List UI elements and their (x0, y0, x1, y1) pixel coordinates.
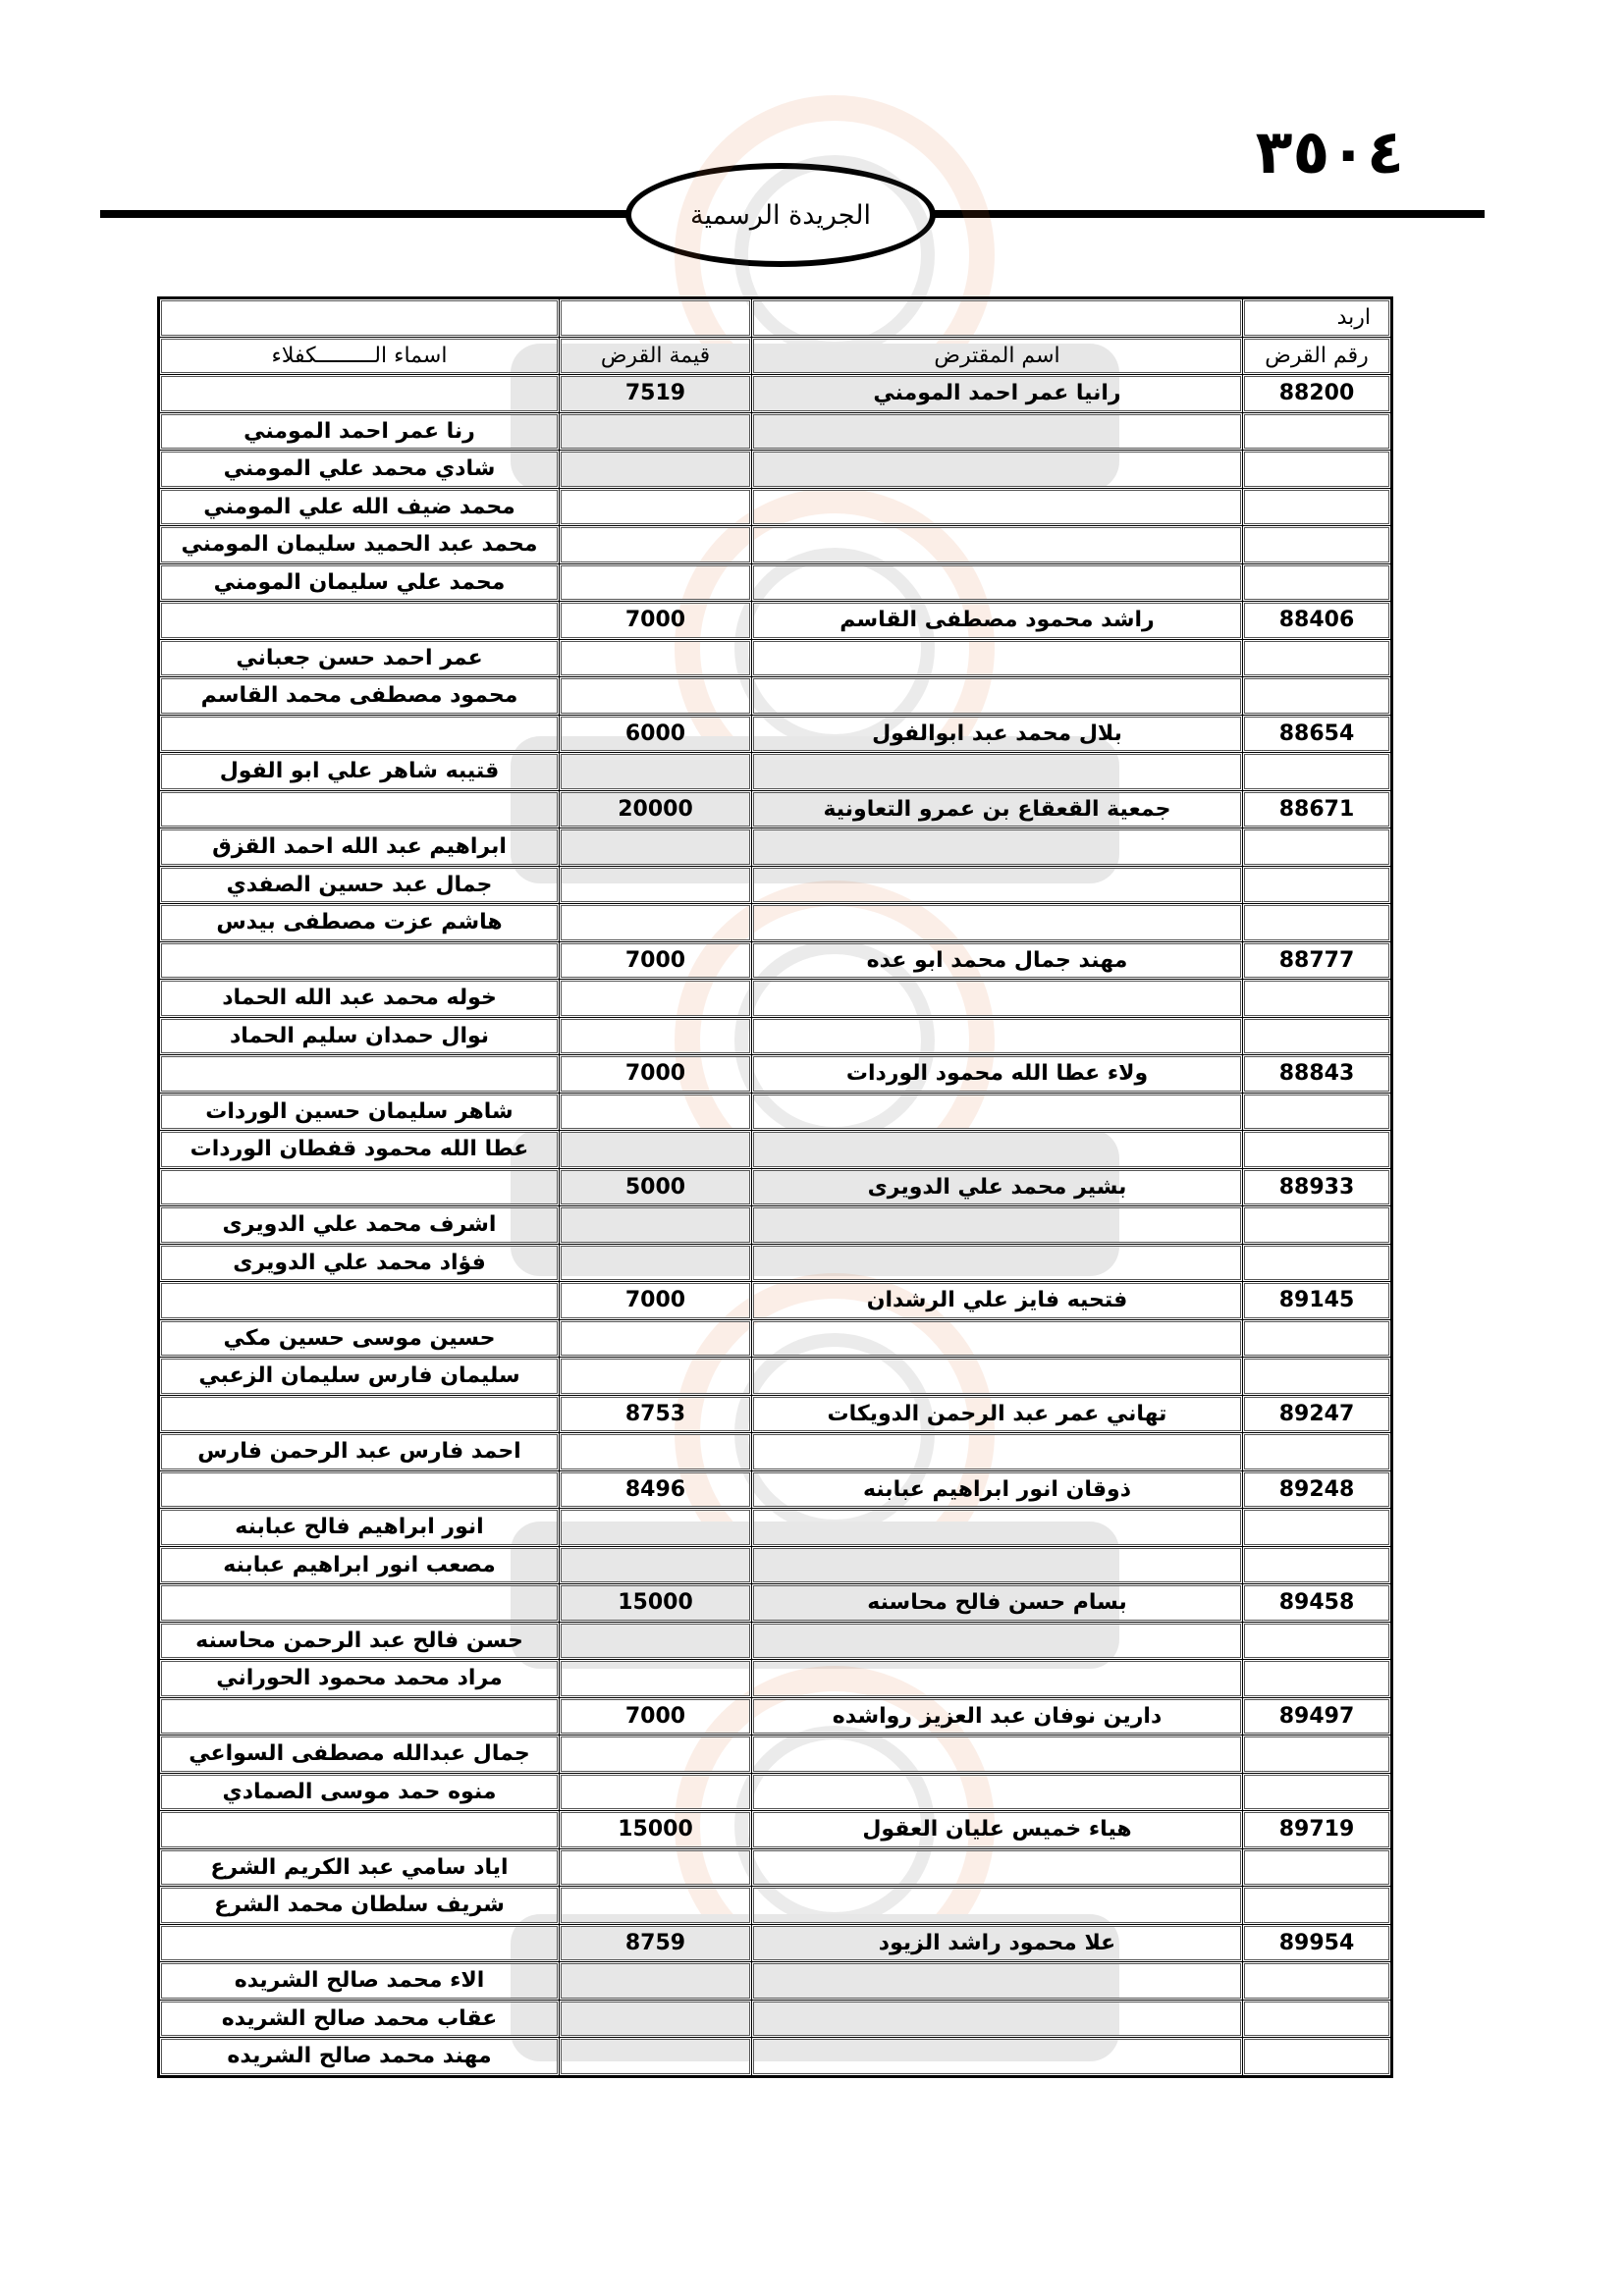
loan-row (159, 1395, 1392, 1433)
empty-cell (560, 1244, 752, 1282)
empty-cell (752, 1546, 1243, 1584)
empty-cell (1243, 1887, 1392, 1925)
empty-cell (1243, 1622, 1392, 1660)
empty-cell (159, 790, 560, 828)
guarantor-name: نوال حمدان سليم الحماد (159, 1017, 560, 1055)
guarantor-row (159, 904, 1392, 942)
empty-cell (1243, 2038, 1392, 2077)
empty-cell (560, 1206, 752, 1245)
empty-cell (560, 2000, 752, 2038)
loan-row (159, 941, 1392, 980)
empty-cell (752, 1660, 1243, 1698)
borrower-name: علا محمود راشد الزيود (752, 1924, 1243, 1962)
borrower-name: رانيا عمر احمد المومني (752, 375, 1243, 413)
loan-number: 89248 (1243, 1470, 1392, 1509)
borrower-name: راشد محمود مصطفى القاسم (752, 602, 1243, 640)
loans-table-body (159, 298, 1392, 2077)
loan-row (159, 1470, 1392, 1509)
guarantor-name: حسن فالح عبد الرحمن محاسنه (159, 1622, 560, 1660)
guarantor-row (159, 1131, 1392, 1169)
empty-cell (1243, 1319, 1392, 1358)
loan-row (159, 715, 1392, 753)
empty-cell (159, 1924, 560, 1962)
empty-cell (560, 1433, 752, 1471)
empty-cell (560, 1509, 752, 1547)
empty-cell (752, 1622, 1243, 1660)
empty-cell (1243, 904, 1392, 942)
loan-number: 88933 (1243, 1168, 1392, 1206)
empty-cell (1243, 980, 1392, 1018)
header-borrower: اسم المقترض (752, 337, 1243, 375)
empty-cell (560, 298, 752, 338)
loan-row (159, 1584, 1392, 1623)
empty-cell (560, 1319, 752, 1358)
loan-row (159, 1924, 1392, 1962)
guarantor-name: رنا عمر احمد المومني (159, 412, 560, 451)
loan-amount: 5000 (560, 1168, 752, 1206)
borrower-name: تهاني عمر عبد الرحمن الدويكات (752, 1395, 1243, 1433)
empty-cell (159, 1282, 560, 1320)
empty-cell (752, 866, 1243, 904)
guarantor-row (159, 639, 1392, 677)
loan-number: 89719 (1243, 1811, 1392, 1849)
loan-number: 89954 (1243, 1924, 1392, 1962)
empty-cell (1243, 1848, 1392, 1887)
guarantor-row (159, 1206, 1392, 1245)
borrower-name: ذوقان انور ابراهيم عبابنه (752, 1470, 1243, 1509)
guarantor-name: جمال عبد حسين الصفدي (159, 866, 560, 904)
empty-cell (752, 451, 1243, 489)
empty-cell (752, 2038, 1243, 2077)
loan-number: 88843 (1243, 1055, 1392, 1094)
guarantor-name: محمود مصطفى محمد القاسم (159, 677, 560, 716)
empty-cell (159, 1470, 560, 1509)
guarantor-row (159, 1848, 1392, 1887)
page-number: ٣٥٠٤ (1255, 116, 1404, 187)
empty-cell (1243, 1546, 1392, 1584)
loan-row (159, 1168, 1392, 1206)
loan-amount: 8753 (560, 1395, 752, 1433)
guarantor-name: ابراهيم عبد الله احمد القزق (159, 828, 560, 867)
guarantor-name: فؤاد محمد علي الدويرى (159, 1244, 560, 1282)
loan-amount: 8759 (560, 1924, 752, 1962)
loan-amount: 20000 (560, 790, 752, 828)
empty-cell (752, 1509, 1243, 1547)
empty-cell (159, 941, 560, 980)
loan-amount: 8496 (560, 1470, 752, 1509)
empty-cell (560, 488, 752, 526)
empty-cell (1243, 1509, 1392, 1547)
borrower-name: بلال محمد عبد ابوالفول (752, 715, 1243, 753)
empty-cell (560, 526, 752, 564)
empty-cell (560, 904, 752, 942)
empty-cell (560, 1546, 752, 1584)
empty-cell (752, 563, 1243, 602)
guarantor-row (159, 828, 1392, 867)
guarantor-row (159, 1509, 1392, 1547)
guarantor-name: عطا الله محمود قفطان الوردات (159, 1131, 560, 1169)
empty-cell (560, 753, 752, 791)
empty-cell (752, 1131, 1243, 1169)
empty-cell (752, 1244, 1243, 1282)
loan-amount: 7000 (560, 602, 752, 640)
loan-number: 89247 (1243, 1395, 1392, 1433)
guarantor-name: الاء محمد صالح الشريده (159, 1962, 560, 2001)
guarantor-name: قتيبه شاهر علي ابو الفول (159, 753, 560, 791)
empty-cell (752, 904, 1243, 942)
guarantor-name: عقاب محمد صالح الشريده (159, 2000, 560, 2038)
guarantor-row (159, 2000, 1392, 2038)
empty-cell (560, 1848, 752, 1887)
empty-cell (752, 1319, 1243, 1358)
loan-number: 89145 (1243, 1282, 1392, 1320)
empty-cell (560, 1131, 752, 1169)
guarantor-row (159, 1546, 1392, 1584)
empty-cell (752, 412, 1243, 451)
empty-cell (752, 1358, 1243, 1396)
empty-cell (752, 1093, 1243, 1131)
borrower-name: فتحيه فايز علي الرشدان (752, 1282, 1243, 1320)
empty-cell (752, 980, 1243, 1018)
region-row (159, 298, 1392, 338)
empty-cell (752, 1887, 1243, 1925)
borrower-name: بشير محمد علي الدويرى (752, 1168, 1243, 1206)
guarantor-row (159, 563, 1392, 602)
header-title: الجريدة الرسمية (690, 199, 871, 231)
guarantor-name: عمر احمد حسن جعباني (159, 639, 560, 677)
empty-cell (560, 1962, 752, 2001)
loan-number: 88200 (1243, 375, 1392, 413)
empty-cell (1243, 563, 1392, 602)
loan-number: 88671 (1243, 790, 1392, 828)
guarantor-name: شريف سلطان محمد الشرع (159, 1887, 560, 1925)
empty-cell (560, 451, 752, 489)
guarantor-name: شادي محمد علي المومني (159, 451, 560, 489)
guarantor-name: احمد فارس عبد الرحمن فارس (159, 1433, 560, 1471)
empty-cell (1243, 1093, 1392, 1131)
loan-amount: 7000 (560, 1055, 752, 1094)
guarantor-name: محمد علي سليمان المومني (159, 563, 560, 602)
empty-cell (752, 1206, 1243, 1245)
guarantor-row (159, 1622, 1392, 1660)
empty-cell (752, 1848, 1243, 1887)
empty-cell (159, 715, 560, 753)
empty-cell (752, 639, 1243, 677)
borrower-name: ولاء عطا الله محمود الوردات (752, 1055, 1243, 1094)
loan-amount: 7000 (560, 1697, 752, 1735)
empty-cell (560, 1887, 752, 1925)
empty-cell (560, 1017, 752, 1055)
empty-cell (752, 753, 1243, 791)
empty-cell (1243, 1773, 1392, 1811)
empty-cell (1243, 828, 1392, 867)
header-amount: قيمة القرض (560, 337, 752, 375)
empty-cell (752, 828, 1243, 867)
empty-cell (752, 1773, 1243, 1811)
empty-cell (560, 412, 752, 451)
guarantor-row (159, 1433, 1392, 1471)
loan-amount: 6000 (560, 715, 752, 753)
empty-cell (560, 980, 752, 1018)
guarantor-row (159, 1244, 1392, 1282)
empty-cell (752, 526, 1243, 564)
empty-cell (560, 2038, 752, 2077)
guarantor-row (159, 677, 1392, 716)
guarantor-row (159, 1017, 1392, 1055)
empty-cell (159, 298, 560, 338)
loan-amount: 7000 (560, 941, 752, 980)
empty-cell (1243, 412, 1392, 451)
loan-row (159, 602, 1392, 640)
empty-cell (1243, 488, 1392, 526)
loan-row (159, 1055, 1392, 1094)
empty-cell (1243, 639, 1392, 677)
guarantor-name: محمد عبد الحميد سليمان المومني (159, 526, 560, 564)
guarantor-name: منوه حمد موسى الصمادي (159, 1773, 560, 1811)
empty-cell (560, 1735, 752, 1774)
loan-amount: 15000 (560, 1811, 752, 1849)
empty-cell (1243, 2000, 1392, 2038)
empty-cell (159, 1584, 560, 1623)
guarantor-name: مهند محمد صالح الشريده (159, 2038, 560, 2077)
empty-cell (1243, 753, 1392, 791)
empty-cell (752, 298, 1243, 338)
empty-cell (1243, 1660, 1392, 1698)
empty-cell (560, 1660, 752, 1698)
empty-cell (1243, 451, 1392, 489)
empty-cell (752, 2000, 1243, 2038)
loan-row (159, 790, 1392, 828)
guarantor-name: هاشم عزت مصطفى بيدس (159, 904, 560, 942)
loan-row (159, 1282, 1392, 1320)
guarantor-name: انور ابراهيم فالح عبابنه (159, 1509, 560, 1547)
guarantor-row (159, 526, 1392, 564)
guarantor-name: سليمان فارس سليمان الزعبي (159, 1358, 560, 1396)
guarantor-name: خوله محمد عبد الله الحماد (159, 980, 560, 1018)
empty-cell (560, 563, 752, 602)
guarantor-row (159, 451, 1392, 489)
guarantor-row (159, 1093, 1392, 1131)
header-ellipse (625, 163, 936, 267)
empty-cell (752, 1017, 1243, 1055)
borrower-name: دارين نوفان عبد العزيز رواشده (752, 1697, 1243, 1735)
empty-cell (560, 828, 752, 867)
guarantor-row (159, 866, 1392, 904)
empty-cell (752, 1735, 1243, 1774)
empty-cell (560, 1622, 752, 1660)
guarantor-row (159, 1660, 1392, 1698)
borrower-name: هياء خميس عليان العقول (752, 1811, 1243, 1849)
header-row (159, 337, 1392, 375)
guarantor-row (159, 1358, 1392, 1396)
loan-row (159, 375, 1392, 413)
empty-cell (1243, 1433, 1392, 1471)
empty-cell (159, 1811, 560, 1849)
guarantor-row (159, 412, 1392, 451)
loans-table (157, 296, 1393, 2078)
empty-cell (159, 602, 560, 640)
guarantor-row (159, 488, 1392, 526)
empty-cell (560, 639, 752, 677)
guarantor-row (159, 753, 1392, 791)
region-label: اربد (1243, 298, 1392, 338)
loan-row (159, 1811, 1392, 1849)
guarantor-name: مراد محمد محمود الحوراني (159, 1660, 560, 1698)
empty-cell (1243, 1017, 1392, 1055)
guarantor-row (159, 1887, 1392, 1925)
guarantor-name: مصعب انور ابراهيم عبابنه (159, 1546, 560, 1584)
guarantor-row (159, 1319, 1392, 1358)
borrower-name: بسام حسن فالح محاسنه (752, 1584, 1243, 1623)
loan-amount: 15000 (560, 1584, 752, 1623)
empty-cell (1243, 1244, 1392, 1282)
empty-cell (159, 1055, 560, 1094)
guarantor-row (159, 2038, 1392, 2077)
empty-cell (1243, 677, 1392, 716)
empty-cell (752, 1433, 1243, 1471)
empty-cell (159, 1168, 560, 1206)
empty-cell (1243, 1358, 1392, 1396)
guarantor-row (159, 1773, 1392, 1811)
borrower-name: مهند جمال محمد ابو عده (752, 941, 1243, 980)
guarantor-row (159, 1962, 1392, 2001)
empty-cell (560, 866, 752, 904)
empty-cell (560, 677, 752, 716)
empty-cell (1243, 526, 1392, 564)
empty-cell (560, 1773, 752, 1811)
loan-number: 89458 (1243, 1584, 1392, 1623)
empty-cell (560, 1093, 752, 1131)
empty-cell (159, 375, 560, 413)
loan-number: 88406 (1243, 602, 1392, 640)
header-loan-no: رقم القرض (1243, 337, 1392, 375)
empty-cell (1243, 1131, 1392, 1169)
header-guarantors: اسماء الـــــــــكفلاء (159, 337, 560, 375)
empty-cell (752, 1962, 1243, 2001)
empty-cell (752, 488, 1243, 526)
empty-cell (159, 1697, 560, 1735)
empty-cell (560, 1358, 752, 1396)
guarantor-name: جمال عبدالله مصطفى السواعي (159, 1735, 560, 1774)
guarantor-name: حسين موسى حسين مكي (159, 1319, 560, 1358)
loan-amount: 7519 (560, 375, 752, 413)
guarantor-name: اياد سامي عبد الكريم الشرع (159, 1848, 560, 1887)
guarantor-name: شاهر سليمان حسين الوردات (159, 1093, 560, 1131)
empty-cell (1243, 1735, 1392, 1774)
guarantor-row (159, 980, 1392, 1018)
empty-cell (1243, 1962, 1392, 2001)
loan-number: 88777 (1243, 941, 1392, 980)
guarantor-name: محمد ضيف الله علي المومني (159, 488, 560, 526)
empty-cell (752, 677, 1243, 716)
loan-amount: 7000 (560, 1282, 752, 1320)
loan-number: 89497 (1243, 1697, 1392, 1735)
loan-number: 88654 (1243, 715, 1392, 753)
empty-cell (1243, 1206, 1392, 1245)
borrower-name: جمعية القعقاع بن عمرو التعاونية (752, 790, 1243, 828)
guarantor-name: اشرف محمد علي الدويرى (159, 1206, 560, 1245)
guarantor-row (159, 1735, 1392, 1774)
empty-cell (1243, 866, 1392, 904)
loan-row (159, 1697, 1392, 1735)
empty-cell (159, 1395, 560, 1433)
